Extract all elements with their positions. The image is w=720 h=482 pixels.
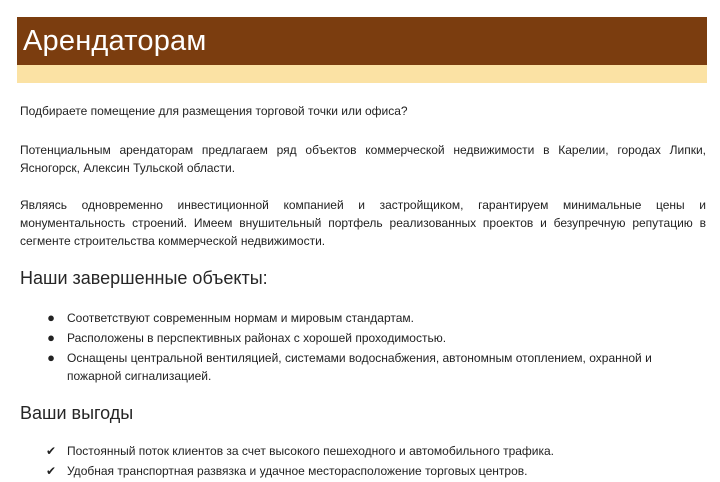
list-item-text: Расположены в перспективных районах с хорошей проходимостью. [67,331,447,345]
page-title: Арендаторам [23,24,207,57]
list-item [20,329,706,347]
bullet-icon: ● [47,330,55,345]
bullet-icon: ● [47,310,55,325]
intro-guarantee: Являясь одновременно инвестиционной компанией и застройщиком, гарантируем минимальные цены и монументальность строений. Имеем внушительный портфель реализованных проектов и безупречную репутацию в сегменте строительства коммерческой недвижимости. [20,198,706,248]
checkmark-icon: ✔ [45,444,57,458]
list-item-text: Соответствуют современным нормам и мировым стандартам. [67,311,414,325]
benefits-list [20,442,706,482]
list-item-text: Удобная транспортная развязка и удачное месторасположение торговых центров. [67,464,528,478]
intro-offer: Потенциальным арендаторам предлагаем ряд объектов коммерческой недвижимости в Карелии, городах Липки, Ясногорск, Алексин Тульской области. [20,143,706,175]
list-item [20,309,706,327]
objects-heading: Наши завершенные объекты: [20,268,268,288]
benefits-heading: Ваши выгоды [20,403,134,423]
list-item-text: Оснащены центральной вентиляцией, системами водоснабжения, автономным отоплением, охранной и пожарной сигнализацией. [67,351,652,383]
checkmark-icon: ✔ [45,464,57,478]
title-accent-stripe [17,65,707,83]
list-item [20,462,706,480]
objects-list [20,309,706,387]
list-item [20,349,706,385]
bullet-icon: ● [47,350,55,365]
intro-question: Подбираете помещение для размещения торговой точки или офиса? [20,104,408,118]
list-item [20,442,706,460]
list-item-text: Постоянный поток клиентов за счет высокого пешеходного и автомобильного трафика. [67,444,555,458]
title-banner [17,17,707,65]
